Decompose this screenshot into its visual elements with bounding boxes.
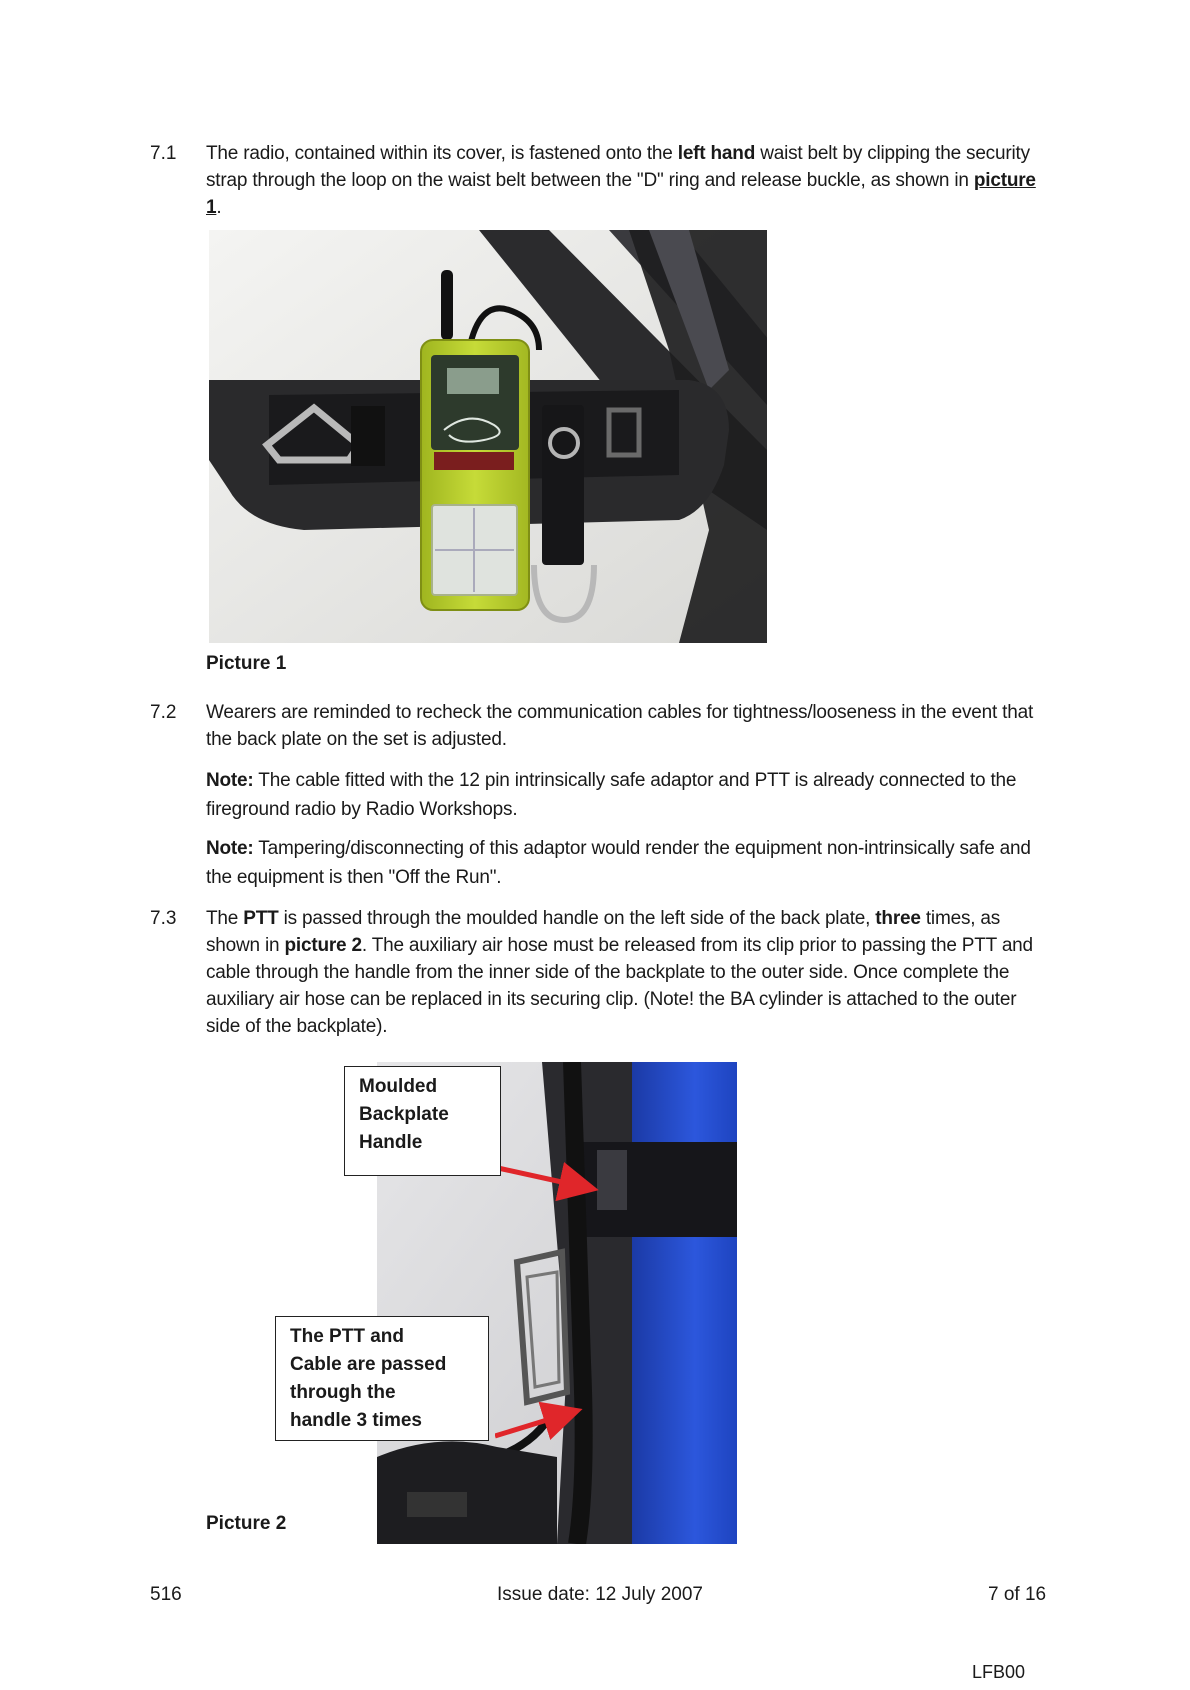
section-number-7-2: 7.2 <box>150 702 177 723</box>
arrow-to-handle <box>498 1168 589 1188</box>
footer-left-number: 516 <box>150 1584 182 1605</box>
picture-2-caption: Picture 2 <box>206 1513 287 1534</box>
callout-moulded-backplate-handle: Moulded Backplate Handle <box>344 1066 501 1176</box>
section-7-3-text: The PTT is passed through the moulded handle on the left side of the back plate, three times, as shown in picture 2. The auxiliary air hose must be released from its clip prior to passing the PTT and cable through the handle from the inner side of the backplate to the outer side. Once complete the auxiliary air hose can be replaced in its securing clip. (Note! the BA cylinder is attached to the outer side of the backplate). <box>206 908 1033 1037</box>
section-7-2-text: Wearers are reminded to recheck the communication cables for tightness/looseness in the event that the back plate on the set is adjusted. <box>206 702 1034 750</box>
footer-page-number: 7 of 16 <box>988 1584 1047 1605</box>
note-1-label: Note: <box>206 770 254 791</box>
picture-2-arrows <box>495 1160 605 1460</box>
arrow-to-cable <box>495 1412 573 1436</box>
note-2-label: Note: <box>206 838 254 859</box>
section-number-7-3: 7.3 <box>150 908 177 929</box>
picture-2-reference: picture 2 <box>284 935 362 956</box>
footer-issue-date: Issue date: 12 July 2007 <box>497 1584 703 1605</box>
section-number-7-1: 7.1 <box>150 143 177 164</box>
note-2: Note: Tampering/disconnecting of this adaptor would render the equipment non-intrinsically safe and the equipment is then "Off the Run". <box>206 838 1031 888</box>
picture-1-caption: Picture 1 <box>206 653 287 674</box>
document-reference: LFB00 <box>972 1662 1026 1682</box>
picture-1-photo <box>209 230 767 643</box>
callout-ptt-cable-passed: The PTT and Cable are passed through the handle 3 times <box>275 1316 489 1441</box>
section-7-1-text: The radio, contained within its cover, is fastened onto the left hand waist belt by clipping the security strap through the loop on the waist belt between the "D" ring and release buckle, as shown in picture 1. <box>206 143 1036 218</box>
picture-1-reference: picture 1 <box>206 170 1036 218</box>
note-1: Note: The cable fitted with the 12 pin intrinsically safe adaptor and PTT is already connected to the fireground radio by Radio Workshops. <box>206 770 1017 820</box>
